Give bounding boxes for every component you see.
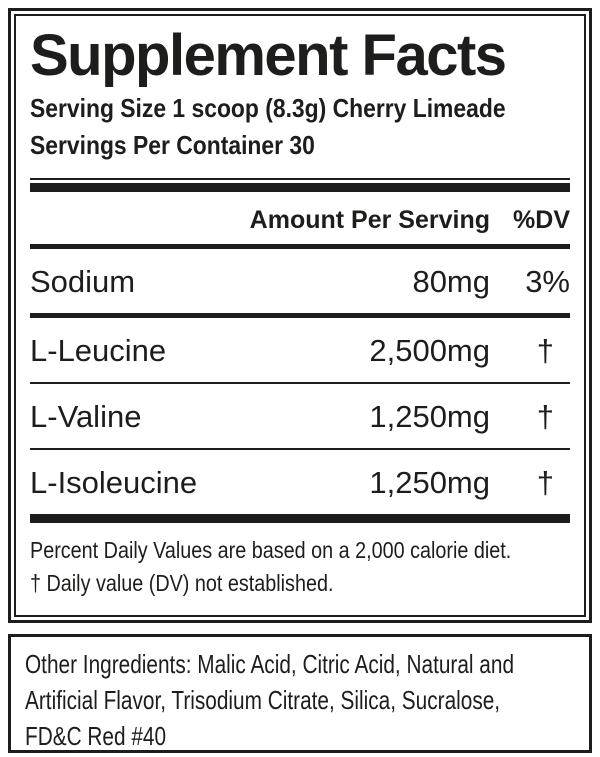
- footnote-daily-values-text: Percent Daily Values are based on a 2,000 calorie diet.: [30, 537, 512, 563]
- supplement-facts-panel: [8, 8, 592, 623]
- nutrient-dv-dagger: †: [536, 465, 554, 500]
- other-ingredients-text-2: Artificial Flavor, Trisodium Citrate, Silica, Sucralose,: [25, 685, 501, 715]
- servings-per-container-line: [30, 127, 570, 164]
- nutrient-name: Sodium: [30, 264, 136, 299]
- nutrient-amount: 2,500mg: [369, 333, 490, 368]
- nutrient-dv-dagger: †: [536, 399, 554, 434]
- divider-hairline-top: [30, 178, 570, 180]
- other-ingredients-text-3: FD&C Red #40: [25, 721, 167, 751]
- other-ingredients-box: [8, 634, 592, 753]
- nutrient-row-isoleucine: [30, 450, 570, 514]
- amount-per-serving-header: Amount Per Serving: [249, 206, 490, 234]
- other-ingredients-text-1: Other Ingredients: Malic Acid, Citric Acid, Natural and: [25, 649, 515, 679]
- supplement-facts-inner: [14, 14, 586, 617]
- nutrient-row-sodium: [30, 249, 570, 313]
- footnote-dagger-text: † Daily value (DV) not established.: [30, 570, 334, 596]
- footnote-dagger: [30, 567, 570, 600]
- nutrient-row-valine: [30, 384, 570, 448]
- nutrient-name: L-Isoleucine: [30, 465, 198, 500]
- other-ingredients-line-3: [25, 718, 575, 753]
- nutrient-dv-dagger: †: [536, 333, 554, 368]
- nutrient-amount: 1,250mg: [369, 399, 490, 434]
- nutrient-dv: 3%: [525, 264, 570, 299]
- percent-dv-header: %DV: [513, 206, 570, 234]
- nutrient-amount: 1,250mg: [369, 465, 490, 500]
- table-header-row: [30, 192, 570, 244]
- serving-size-text: Serving Size 1 scoop (8.3g) Cherry Limeade: [30, 93, 506, 123]
- divider-thick-top: [30, 183, 570, 192]
- nutrient-name: L-Valine: [30, 399, 142, 434]
- serving-size-line: [30, 90, 570, 127]
- servings-per-container-text: Servings Per Container 30: [30, 130, 315, 160]
- nutrient-name: L-Leucine: [30, 333, 167, 368]
- other-ingredients-line-1: [25, 646, 575, 682]
- footnote-daily-values: [30, 534, 570, 567]
- nutrient-row-leucine: [30, 318, 570, 382]
- panel-title: Supplement Facts: [30, 23, 506, 88]
- nutrient-amount: 80mg: [412, 264, 490, 299]
- footnotes: [30, 523, 570, 600]
- other-ingredients-line-2: [25, 682, 575, 718]
- divider-thick-bottom: [30, 514, 570, 523]
